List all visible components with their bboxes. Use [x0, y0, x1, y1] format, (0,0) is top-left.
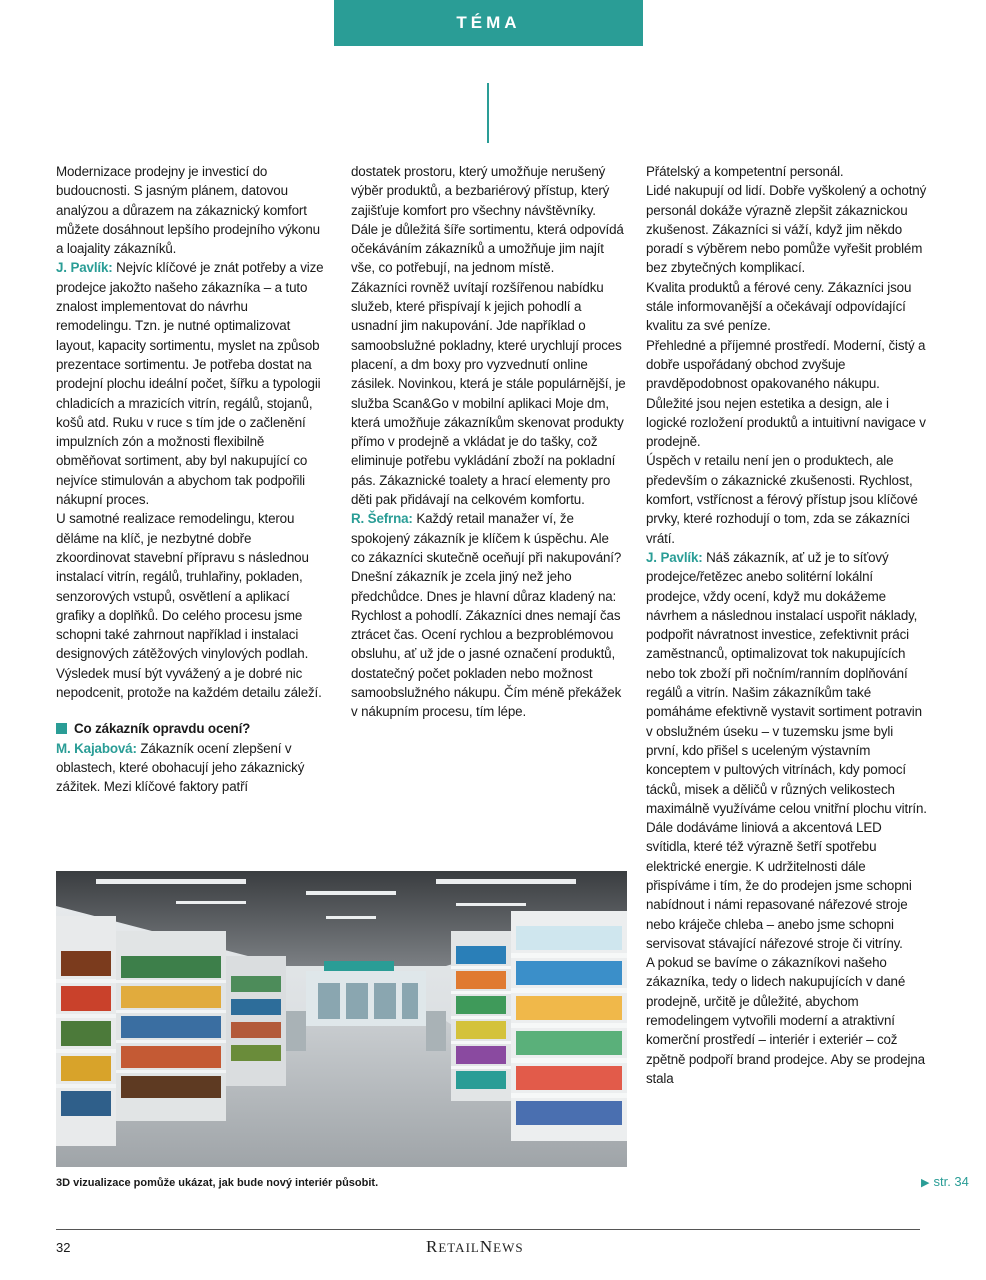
article-column-3 [646, 162, 928, 1088]
speaker-name: J. Pavlík: [56, 260, 113, 276]
continued-label: str. 34 [933, 1174, 969, 1189]
page-number: 32 [56, 1240, 71, 1255]
paragraph-text: Zákazník ocení zlepšení v oblastech, které obohacují jeho zákaznický zážitek. Mezi klíčové faktory patří [56, 740, 305, 795]
magazine-logo: RETAILNEWS [426, 1237, 524, 1256]
article-column-1 [56, 162, 324, 797]
footer-rule [56, 1229, 920, 1230]
article-column-2 [351, 162, 626, 722]
paragraph: Modernizace prodejny je investicí do budoucnosti. S jasným plánem, datovou analýzou a důrazem na zákaznický komfort můžete dosáhnout lepšího prodejního výkonu a loajality zákazníků. [56, 164, 320, 257]
speaker-name: J. Pavlík: [646, 549, 703, 565]
subheading-text: Co zákazník opravdu ocení? [74, 721, 251, 737]
paragraph-text: Každý retail manažer ví, že spokojený zákazník je klíčem k úspěchu. Ale co zákazníci skutečně oceňují při nakupování? Dnešní zákazník je zcela jiný než jeho předchůdce. Dnes je hlavní důraz kladený na: [351, 511, 622, 604]
paragraph: Úspěch v retailu není jen o produktech, ale především o zákaznické zkušenosti. Rychlost, komfort, vstřícnost a férový přístup jsou klíčové prvky, které rozhodují o tom, zda se zákazníci vrátí. [646, 453, 918, 546]
paragraph: Rychlost a pohodlí. Zákazníci dnes nemají čas ztrácet čas. Ocení rychlou a bezproblémovou obsluhu, ať už jde o jasné označení produktů, dostatečný počet pokladen nebo možnost samoobslužného nákupu. Čím méně překážek v nákupním procesu, tím lépe. [351, 607, 622, 720]
section-label: TÉMA [456, 13, 521, 32]
paragraph: Přátelský a kompetentní personál. [646, 164, 844, 179]
speaker-name: M. Kajabová: [56, 740, 137, 756]
paragraph [56, 258, 324, 509]
paragraph: A pokud se bavíme o zákazníkovi našeho zákazníka, tedy o lidech nakupujících v dané prodejně, určitě je důležité, abychom remodelingem vytvořili moderní a atraktivní komerční prostředí – interiér i exteriér – což zpětně podpoří brand prodejce. Aby se prodejna stala [646, 955, 925, 1086]
section-banner [334, 0, 643, 46]
store-interior-visualization [56, 871, 627, 1167]
store-illustration [56, 871, 627, 1167]
vertical-accent-rule [487, 83, 489, 143]
paragraph [56, 739, 324, 797]
paragraph: Zákazníci rovněž uvítají rozšířenou nabídku služeb, které přispívají k jejich pohodlí a usnadní jim nakupování. Jde například o samoobslužné pokladny, které urychlují proces placení, a dm boxy pro vyzvednutí online zásilek. Novinkou, která je stále populárnější, je služba Scan&Go v mobilní aplikaci Moje dm, která umožňuje zákazníkům skenovat produkty přímo v prodejně a vkládat je do tašky, což eliminuje potřebu vykládání zboží na pokladní pás. Zákaznické toalety a hrací elementy pro děti pak přidávají na celkovém komfortu. [351, 279, 626, 508]
subheading [56, 719, 324, 738]
paragraph: Kvalita produktů a férové ceny. Zákazníci jsou stále informovanější a očekávají odpovídající kvalitu za své peníze. [646, 279, 912, 334]
paragraph-text: Náš zákazník, ať už je to síťový prodejce/řetězec anebo solitérní lokální prodejce, vždy ocení, když mu dokážeme návrhem a následnou instalací uspořit náklady, podpořit návratnost investice, zefektivnit práci zaměstnanců, optimalizovat tok nakupujících nebo tok zboží při nočním/ranním doplňování regálů a vitrín. Našim zákazníkům také pomáháme efektivně vystavit sortiment potravin v obslužném úseku – v tuzemsku jsme byli první, kdo přišel s uceleným výstavním konceptem v pultových vitrínách, kdy pomocí tácků, misek a děličů v různých velikostech maximálně využíváme celou vnitřní plochu vitrín. Dále dodáváme liniová a akcentová LED svítidla, které též výrazně šetří spotřebu elektrické energie. K udržitelnosti dále přispíváme i tím, že do prodejen jsme schopni nabídnout i námi repasované nářezové stroje nebo kráječe chleba – anebo jsme schopni servisovat stávající nářezové stroje či vitríny. [646, 549, 927, 951]
continued-link[interactable] [921, 1174, 969, 1189]
paragraph: Dále je důležitá šíře sortimentu, která odpovídá očekáváním zákazníků a umožňuje jim najít vše, co potřebují, na jednom místě. [351, 221, 624, 276]
speaker-name: R. Šefrna: [351, 511, 413, 527]
paragraph [646, 548, 928, 953]
triangle-right-icon: ▶ [921, 1177, 930, 1189]
image-caption: 3D vizualizace pomůže ukázat, jak bude nový interiér působit. [56, 1177, 379, 1189]
paragraph: Přehledné a příjemné prostředí. Moderní, čistý a dobře uspořádaný obchod zvyšuje pravděpodobnost opakovaného nákupu. Důležité jsou nejen estetika a design, ale i logické rozložení produktů a intuitivní navigace v prodejně. [646, 337, 926, 450]
square-bullet-icon [56, 723, 67, 734]
paragraph-text: Nejvíc klíčové je znát potřeby a vize prodejce jakožto našeho zákazníka – a tuto znalost implementovat do návrhu remodelingu. Tzn. je nutné optimalizovat layout, kapacity sortimentu, myslet na způsob prezentace sortimentu. Je potřeba dostat na prodejní plochu ideální počet, šířku a typologii chladicích a mrazicích vitrín, regálů, stojanů, košů atd. Ruku v ruce s tím jde o začlenění impulzních zón a možnosti flexibilně obměňovat sortiment, aby byl nakupující co nejvíce stimulován a abychom tak podpořili nákupní proces. [56, 260, 324, 508]
paragraph [351, 509, 626, 605]
paragraph: U samotné realizace remodelingu, kterou děláme na klíč, je nezbytné dobře zkoordinovat stavební přípravu s následnou instalací vitrín, regálů, truhlařiny, pokladen, senzorových vstupů, osvětlení a aplikací grafiky a doplňků. Do celého procesu jsme schopni také zahrnout například i instalaci designových zátěžových vinylových podlah. Výsledek musí být vyvážený a je dobré nic nepodcenit, protože na každém detailu záleží. [56, 511, 322, 701]
paragraph: dostatek prostoru, který umožňuje nerušený výběr produktů, a bezbariérový přístup, který zajišťuje komfort pro všechny návštěvníky. [351, 164, 610, 218]
paragraph: Lidé nakupují od lidí. Dobře vyškolený a ochotný personál dokáže výrazně zlepšit zákaznickou zkušenost. Zákazníci si váží, když jim někdo poradí s výběrem nebo pomůže vyřešit problém bez zbytečných komplikací. [646, 183, 927, 276]
